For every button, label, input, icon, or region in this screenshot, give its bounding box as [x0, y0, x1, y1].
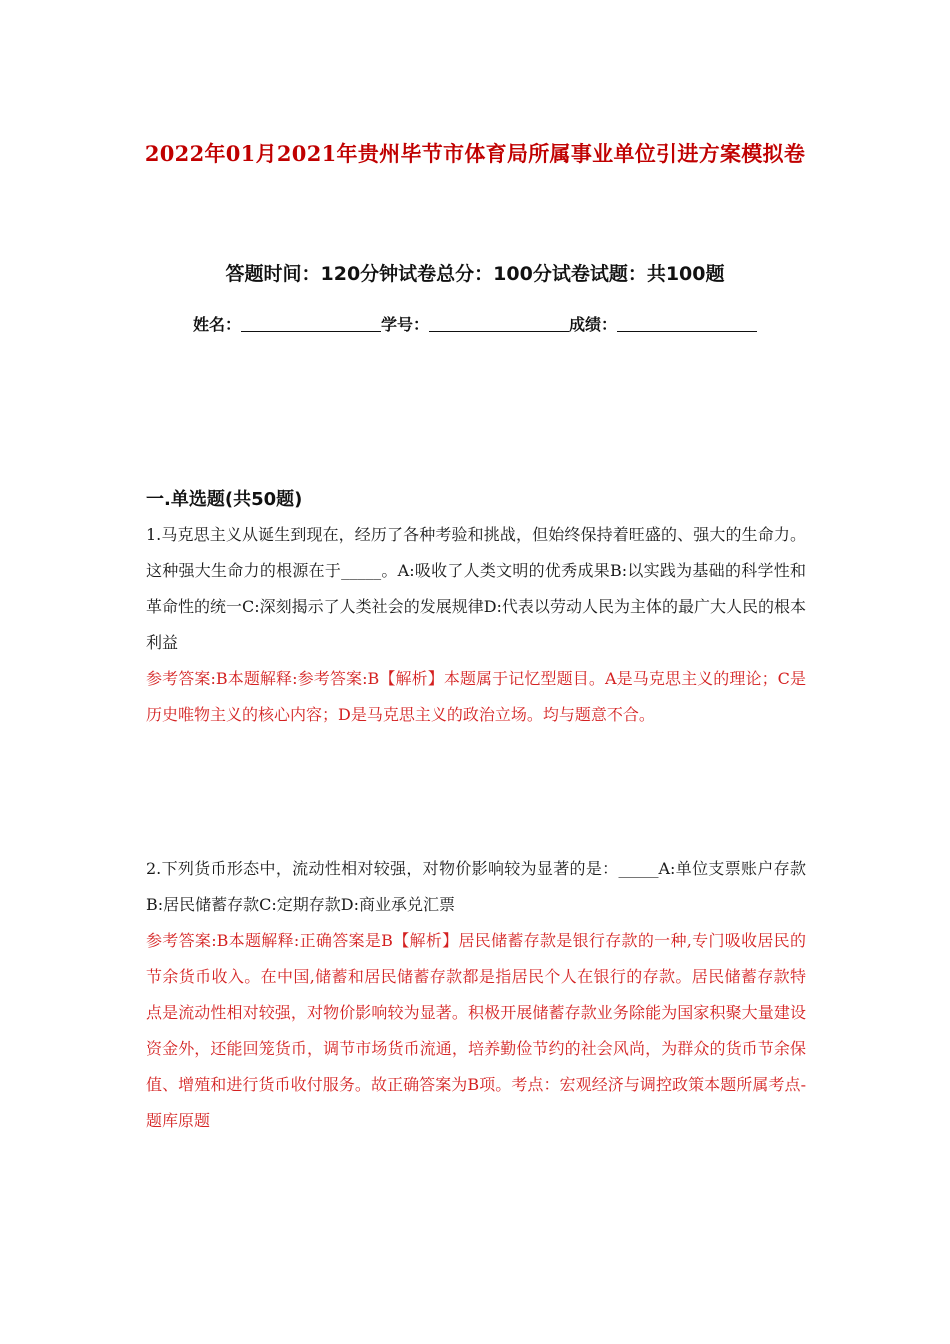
- name-label: 姓名：: [193, 315, 242, 334]
- question-item: [146, 517, 806, 733]
- name-blank: [241, 313, 381, 332]
- section-title: 一.单选题(共50题): [146, 489, 303, 510]
- question-text: 2.下列货币形态中，流动性相对较强，对物价影响较为显著的是：_____A:单位支票账户存款B:居民储蓄存款C:定期存款D:商业承兑汇票: [146, 859, 806, 914]
- student-id-blank: [429, 313, 569, 332]
- question-text: 1.马克思主义从诞生到现在，经历了各种考验和挑战，但始终保持着旺盛的、强大的生命力。这种强大生命力的根源在于_____。A:吸收了人类文明的优秀成果B:以实践为基础的科学性和革命性的统一C:深刻揭示了人类社会的发展规律D:代表以劳动人民为主体的最广大人民的根本利益: [146, 525, 806, 652]
- student-id-label: 学号：: [381, 315, 430, 334]
- question-item: [146, 851, 806, 1139]
- document-title: 2022年01月2021年贵州毕节市体育局所属事业单位引进方案模拟卷: [144, 141, 806, 166]
- score-blank: [617, 313, 757, 332]
- score-label: 成绩：: [569, 315, 618, 334]
- exam-info: 答题时间：120分钟试卷总分：100分试卷试题：共100题: [225, 263, 725, 285]
- student-info-row: [193, 311, 757, 339]
- question-answer: 参考答案:B本题解释:正确答案是B【解析】居民储蓄存款是银行存款的一种,专门吸收居民的节余货币收入。在中国,储蓄和居民储蓄存款都是指居民个人在银行的存款。居民储蓄存款特点是流动性相对较强，对物价影响较为显著。积极开展储蓄存款业务除能为国家积聚大量建设资金外，还能回笼货币，调节市场货币流通，培养勤俭节约的社会风尚，为群众的货币节余保值、增殖和进行货币收付服务。故正确答案为B项。考点：宏观经济与调控政策本题所属考点-题库原题: [146, 931, 806, 1130]
- question-answer: 参考答案:B本题解释:参考答案:B【解析】本题属于记忆型题目。A是马克思主义的理论；C是历史唯物主义的核心内容；D是马克思主义的政治立场。均与题意不合。: [146, 669, 806, 724]
